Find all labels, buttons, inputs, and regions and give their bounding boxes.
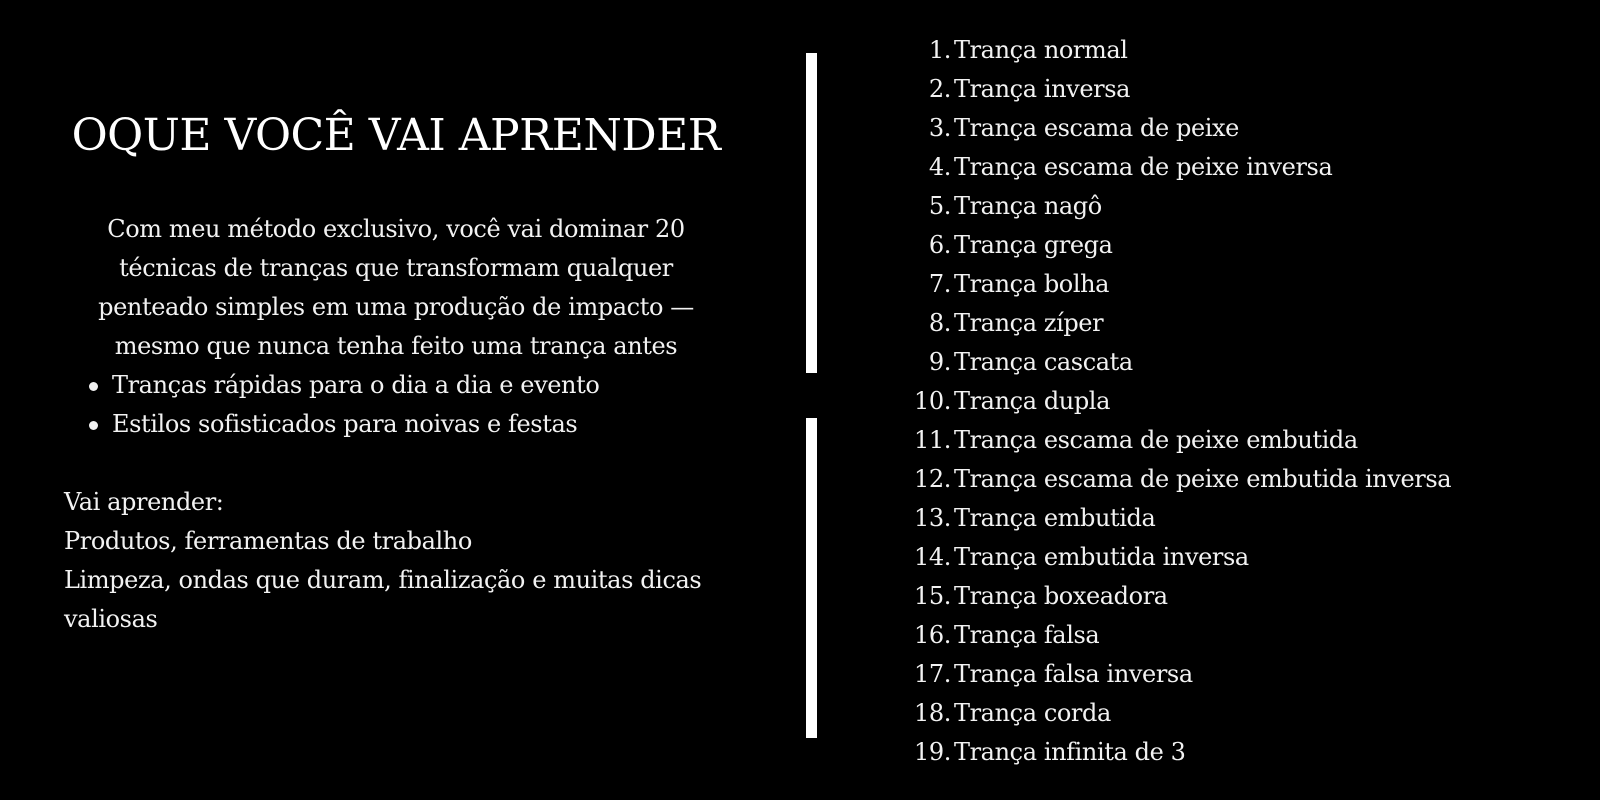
technique-name: Trança escama de peixe embutida xyxy=(954,426,1358,454)
technique-item xyxy=(900,187,1590,226)
technique-number: 4. xyxy=(928,153,951,181)
technique-number: 7. xyxy=(928,270,951,298)
technique-number: 18. xyxy=(914,699,951,727)
technique-number: 2. xyxy=(928,75,951,103)
technique-name: Trança escama de peixe inversa xyxy=(954,153,1333,181)
learn-section xyxy=(64,483,724,639)
technique-name: Trança boxeadora xyxy=(954,582,1168,610)
vertical-divider-bottom xyxy=(806,418,817,738)
technique-name: Trança embutida inversa xyxy=(954,543,1249,571)
technique-number: 6. xyxy=(928,231,951,259)
intro-paragraph: Com meu método exclusivo, você vai dominar 20 técnicas de tranças que transformam qualquer penteado simples em uma produção de impacto — mesmo que nunca tenha feito uma trança antes xyxy=(98,215,694,360)
techniques-list xyxy=(900,31,1590,772)
technique-name: Trança normal xyxy=(954,36,1128,64)
technique-name: Trança escama de peixe xyxy=(954,114,1239,142)
learn-heading: Vai aprender: xyxy=(64,488,224,516)
technique-name: Trança dupla xyxy=(954,387,1110,415)
technique-number: 16. xyxy=(914,621,951,649)
technique-name: Trança nagô xyxy=(954,192,1102,220)
technique-number: 11. xyxy=(914,426,951,454)
technique-number: 15. xyxy=(914,582,951,610)
technique-name: Trança infinita de 3 xyxy=(954,738,1186,766)
technique-item xyxy=(900,733,1590,772)
technique-item xyxy=(900,226,1590,265)
technique-item xyxy=(900,304,1590,343)
technique-name: Trança escama de peixe embutida inversa xyxy=(954,465,1452,493)
highlights-list xyxy=(88,366,728,444)
technique-number: 9. xyxy=(928,348,951,376)
technique-item xyxy=(900,616,1590,655)
technique-number: 13. xyxy=(914,504,951,532)
technique-name: Trança falsa xyxy=(954,621,1100,649)
technique-number: 8. xyxy=(928,309,951,337)
technique-item xyxy=(900,343,1590,382)
vertical-divider-top xyxy=(806,53,817,373)
technique-number: 10. xyxy=(914,387,951,415)
technique-item xyxy=(900,109,1590,148)
technique-item xyxy=(900,148,1590,187)
technique-item xyxy=(900,70,1590,109)
technique-number: 5. xyxy=(928,192,951,220)
technique-item xyxy=(900,538,1590,577)
technique-item xyxy=(900,655,1590,694)
technique-item xyxy=(900,694,1590,733)
technique-name: Trança zíper xyxy=(954,309,1104,337)
technique-number: 19. xyxy=(914,738,951,766)
technique-item xyxy=(900,31,1590,70)
technique-name: Trança bolha xyxy=(954,270,1110,298)
technique-item xyxy=(900,421,1590,460)
learn-line: Limpeza, ondas que duram, finalização e muitas dicas valiosas xyxy=(64,566,702,633)
page-title: OQUE VOCÊ VAI APRENDER xyxy=(71,110,721,161)
technique-item xyxy=(900,499,1590,538)
technique-name: Trança grega xyxy=(954,231,1113,259)
technique-name: Trança falsa inversa xyxy=(954,660,1193,688)
technique-name: Trança cascata xyxy=(954,348,1133,376)
technique-item xyxy=(900,265,1590,304)
technique-item xyxy=(900,382,1590,421)
technique-number: 14. xyxy=(914,543,951,571)
technique-number: 17. xyxy=(914,660,951,688)
technique-name: Trança corda xyxy=(954,699,1111,727)
list-item: Tranças rápidas para o dia a dia e evento xyxy=(88,366,728,405)
technique-number: 12. xyxy=(914,465,951,493)
learn-line: Produtos, ferramentas de trabalho xyxy=(64,527,472,555)
technique-name: Trança embutida xyxy=(954,504,1156,532)
technique-item xyxy=(900,577,1590,616)
list-item: Estilos sofisticados para noivas e festas xyxy=(88,405,728,444)
technique-item xyxy=(900,460,1590,499)
technique-name: Trança inversa xyxy=(954,75,1131,103)
technique-number: 1. xyxy=(928,36,951,64)
technique-number: 3. xyxy=(928,114,951,142)
